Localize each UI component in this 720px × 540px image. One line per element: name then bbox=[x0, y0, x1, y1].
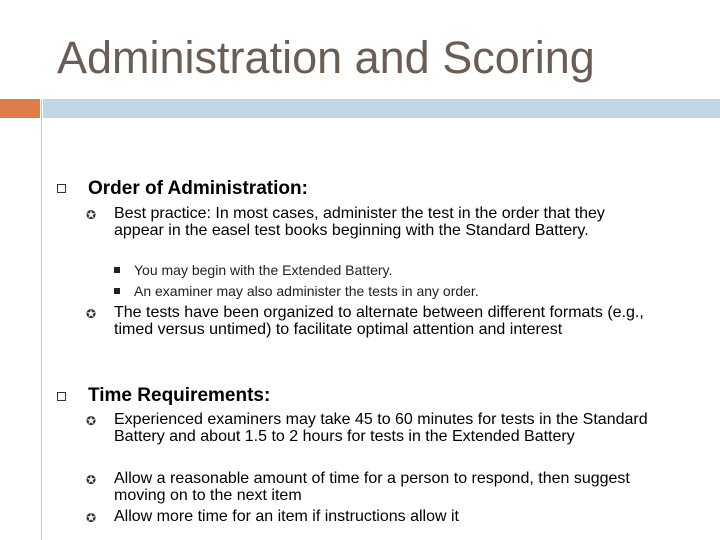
sub-list-item: An examiner may also administer the tests in any order. bbox=[134, 283, 479, 299]
divider-line bbox=[41, 99, 42, 540]
circled-star-icon: ✪ bbox=[86, 307, 97, 321]
hollow-square-icon bbox=[57, 392, 66, 401]
list-item: Experienced examiners may take 45 to 60 minutes for tests in the Standard Battery and about 1.5 to 2 hours for tests in the Extended Battery bbox=[114, 411, 648, 445]
list-item: The tests have been organized to alternate between different formats (e.g., timed versus untimed) to facilitate optimal attention and interest bbox=[114, 304, 644, 338]
accent-band-orange bbox=[0, 99, 40, 118]
circled-star-icon: ✪ bbox=[86, 511, 97, 525]
circled-star-icon: ✪ bbox=[86, 208, 97, 222]
circled-star-icon: ✪ bbox=[86, 414, 97, 428]
accent-band-blue bbox=[43, 99, 720, 118]
filled-square-icon bbox=[114, 288, 120, 294]
section-heading-time: Time Requirements: bbox=[88, 385, 271, 406]
list-item: Best practice: In most cases, administer the test in the order that they appear in the easel test books beginning with the Standard Battery. bbox=[114, 205, 605, 239]
circled-star-icon: ✪ bbox=[86, 473, 97, 487]
section-heading-order: Order of Administration: bbox=[88, 178, 308, 199]
sub-list-item: You may begin with the Extended Battery. bbox=[134, 262, 393, 278]
filled-square-icon bbox=[114, 267, 120, 273]
list-item: Allow a reasonable amount of time for a person to respond, then suggest moving on to the next item bbox=[114, 470, 630, 504]
slide-title: Administration and Scoring bbox=[57, 32, 595, 83]
list-item: Allow more time for an item if instructions allow it bbox=[114, 508, 459, 525]
hollow-square-icon bbox=[57, 184, 66, 193]
